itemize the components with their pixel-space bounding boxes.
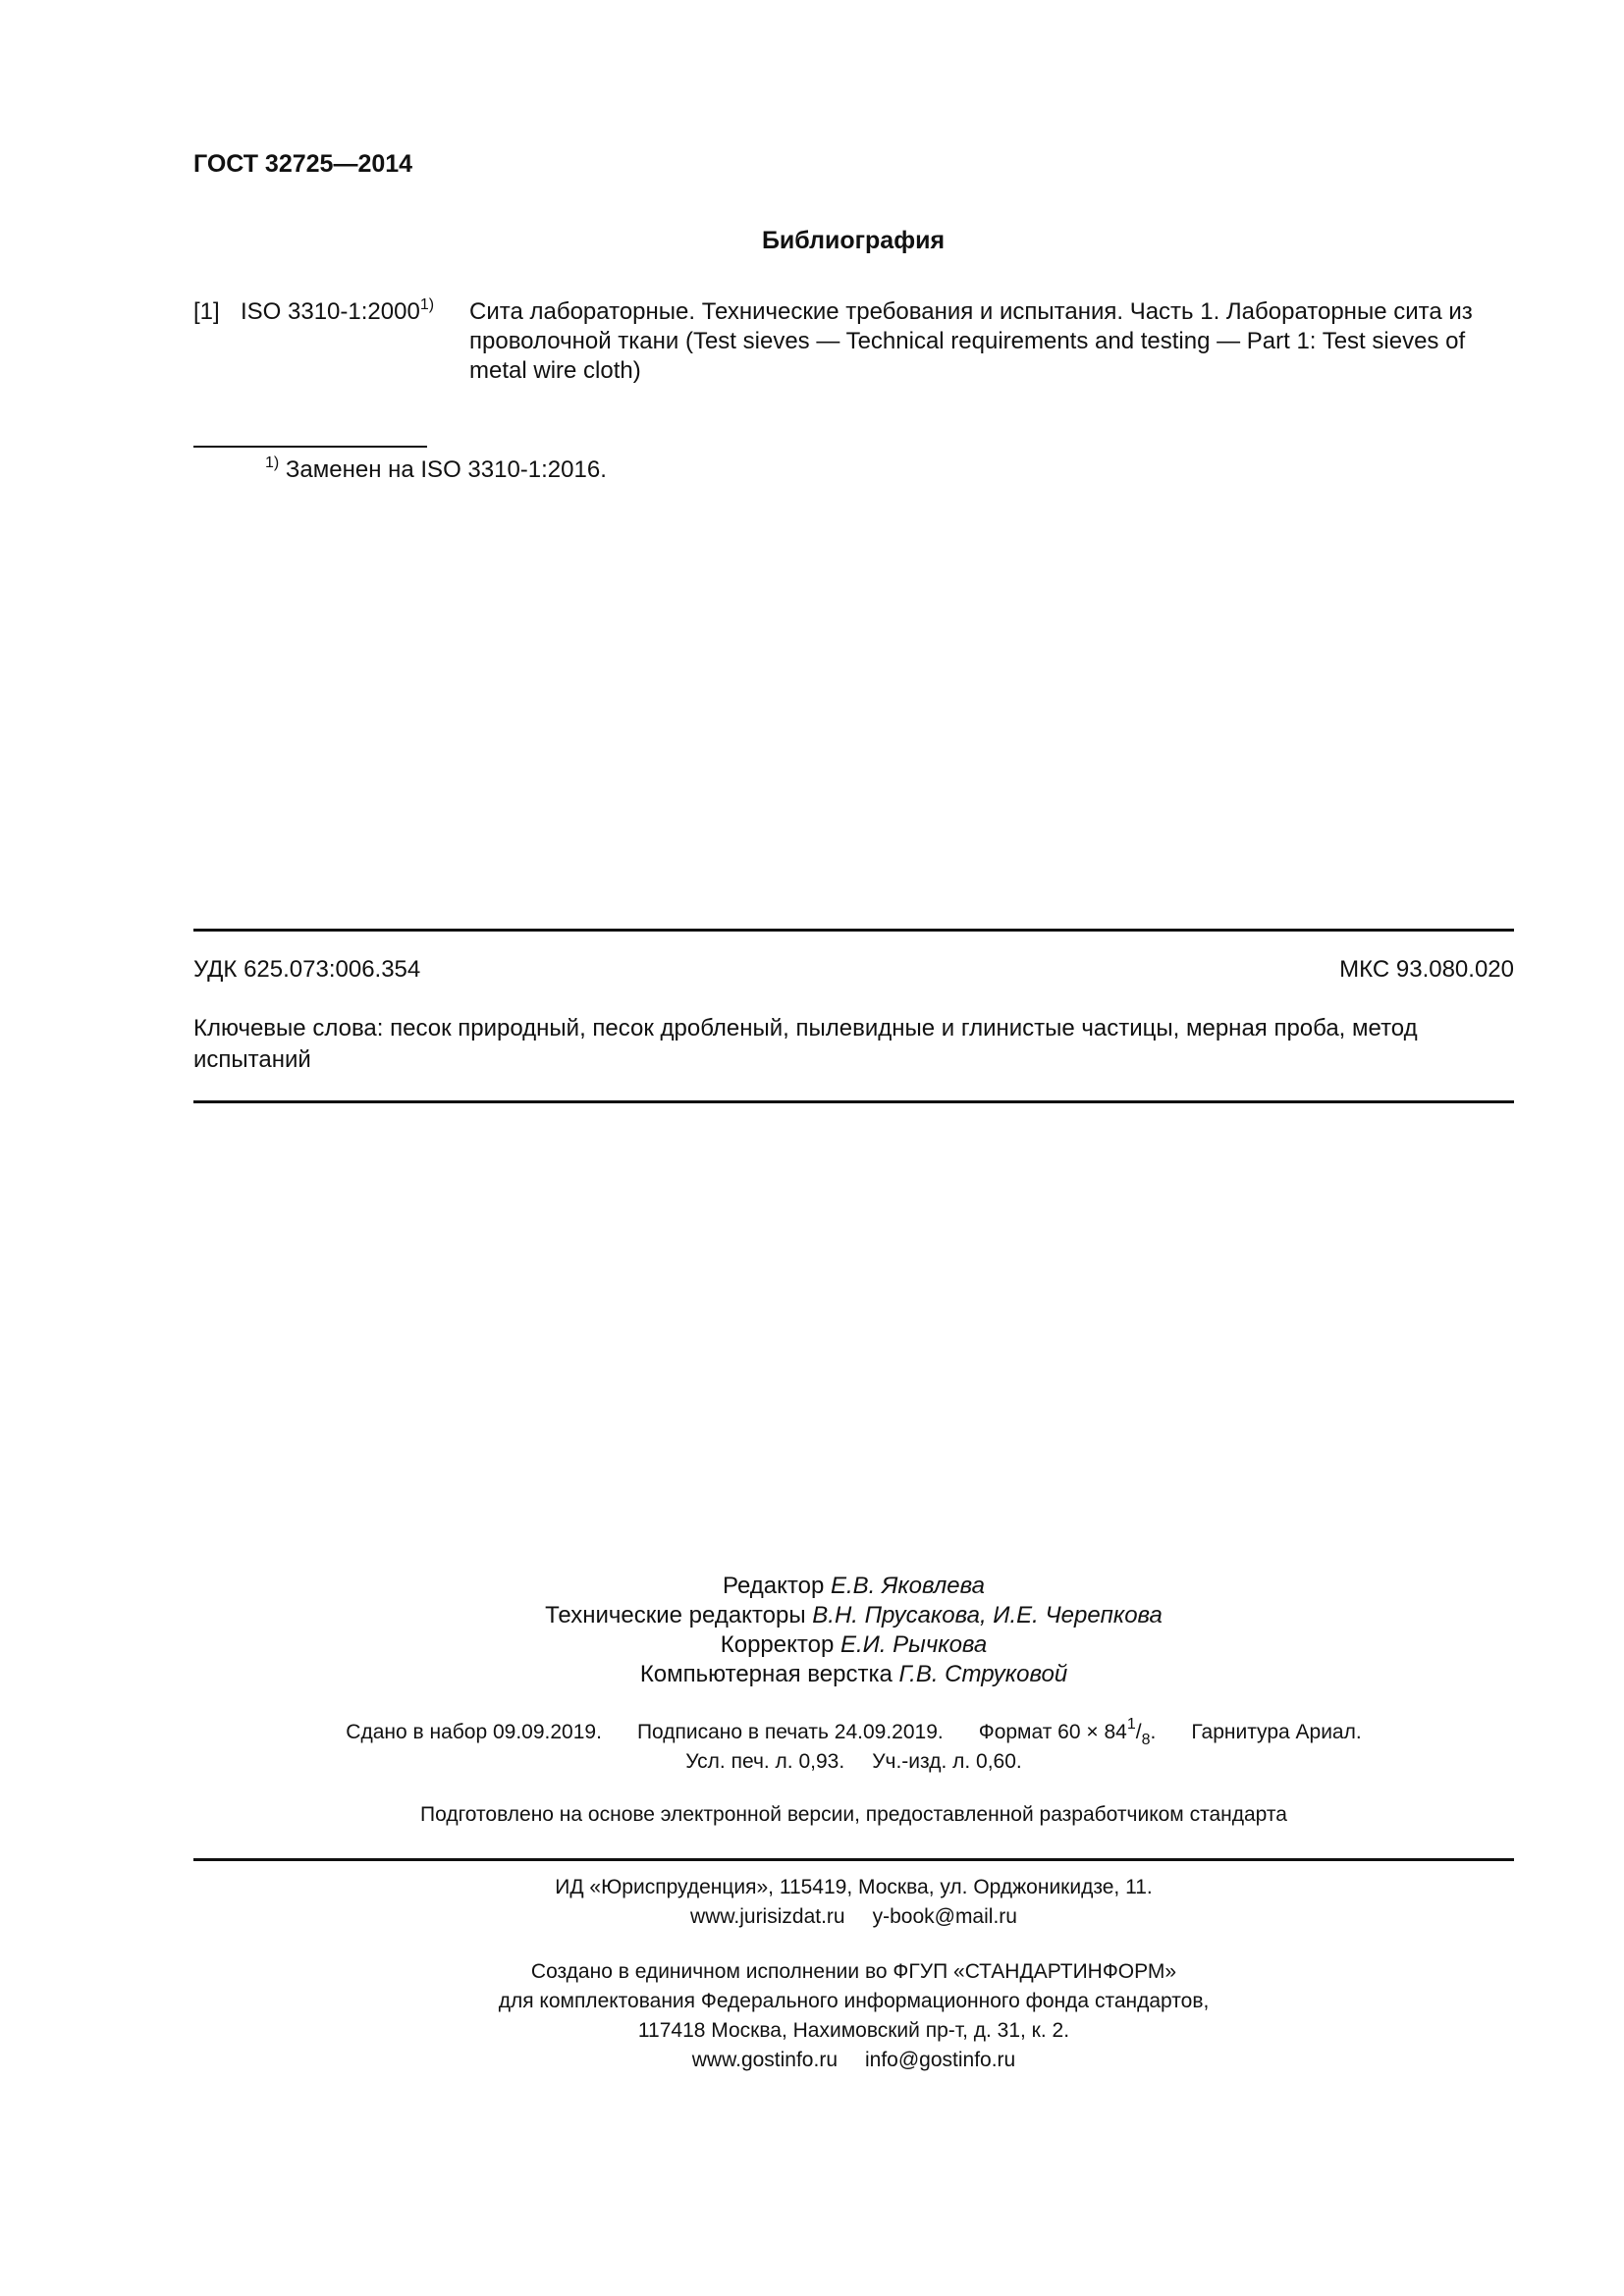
credit-name: Е.В. Яковлева xyxy=(830,1573,985,1599)
mks-code: МКС 93.080.020 xyxy=(1339,956,1514,983)
divider-top xyxy=(193,929,1514,932)
udk-code: УДК 625.073:006.354 xyxy=(193,956,421,983)
credit-label: Редактор xyxy=(722,1573,825,1599)
print-info-line1 xyxy=(193,1718,1514,1747)
prepared-note: Подготовлено на основе электронной версии, предоставленной разработчиком стандарта xyxy=(420,1803,1287,1826)
bibliography-title: Библиография xyxy=(761,227,946,254)
creator-line2: для комплектования Федерального информационного фонда стандартов, xyxy=(498,1990,1210,2012)
document-code: ГОСТ 32725—2014 xyxy=(193,150,413,178)
keywords: Ключевые слова: песок природный, песок дробленый, пылевидные и глинистые частицы, мерная проба, метод испытаний xyxy=(193,1015,1418,1073)
credit-corrector xyxy=(193,1630,1514,1660)
footnote-marker: 1) xyxy=(419,296,435,313)
credit-name: Г.В. Струковой xyxy=(898,1661,1068,1687)
publisher-contacts xyxy=(193,1902,1514,1932)
credit-label: Корректор xyxy=(720,1631,835,1658)
print-format: Формат $60 \times 84^1/_8$. xyxy=(978,1716,1157,1748)
bibliography-item-number: [1] xyxy=(193,298,220,325)
bibliography-item-reference xyxy=(241,297,434,327)
credit-tech-editors xyxy=(193,1601,1514,1630)
print-info-line2 xyxy=(193,1747,1514,1777)
creator-site: www.gostinfo.ru xyxy=(691,2049,838,2071)
reference-code: ISO 3310-1:2000 xyxy=(241,298,420,325)
typeset-date: Сдано в набор 09.09.2019. xyxy=(346,1721,602,1743)
signed-date: Подписано в печать 24.09.2019. xyxy=(636,1721,944,1743)
credit-label: Компьютерная верстка xyxy=(639,1661,893,1687)
footnote xyxy=(265,454,607,486)
divider-bottom xyxy=(193,1100,1514,1103)
footnote-text: Заменен на ISO 3310-1:2016. xyxy=(285,456,607,483)
typeface: Гарнитура Ариал. xyxy=(1191,1721,1362,1743)
footnote-mark: 1) xyxy=(265,454,280,471)
publishing-sheets: Уч.-изд. л. 0,60. xyxy=(872,1750,1022,1773)
publisher-site: www.jurisizdat.ru xyxy=(690,1905,845,1928)
bibliography-item-text: Сита лабораторные. Технические требования и испытания. Часть 1. Лабораторные сита из проволочной ткани (Test sieves — Technical requirements and testing — Part 1: Test sieves of metal wire cloth) xyxy=(469,298,1473,384)
credit-layout xyxy=(193,1660,1514,1689)
creator-email: info@gostinfo.ru xyxy=(865,2049,1016,2071)
creator-contacts xyxy=(193,2046,1514,2075)
credit-name: Е.И. Рычкова xyxy=(839,1631,988,1658)
publisher-address: ИД «Юриспруденция», 115419, Москва, ул. Орджоникидзе, 11. xyxy=(555,1876,1153,1898)
credit-label: Технические редакторы xyxy=(545,1602,806,1629)
print-sheets: Усл. печ. л. 0,93. xyxy=(685,1750,845,1773)
publisher-email: y-book@mail.ru xyxy=(872,1905,1017,1928)
credit-editor xyxy=(193,1572,1514,1601)
creator-line3: 117418 Москва, Нахимовский пр-т, д. 31, к. 2. xyxy=(637,2019,1070,2042)
creator-line1: Создано в единичном исполнении во ФГУП «СТАНДАРТИНФОРМ» xyxy=(530,1960,1177,1983)
credit-name: В.Н. Прусакова, И.Е. Черепкова xyxy=(812,1602,1163,1629)
footnote-separator xyxy=(193,446,427,448)
divider-publisher xyxy=(193,1858,1514,1861)
